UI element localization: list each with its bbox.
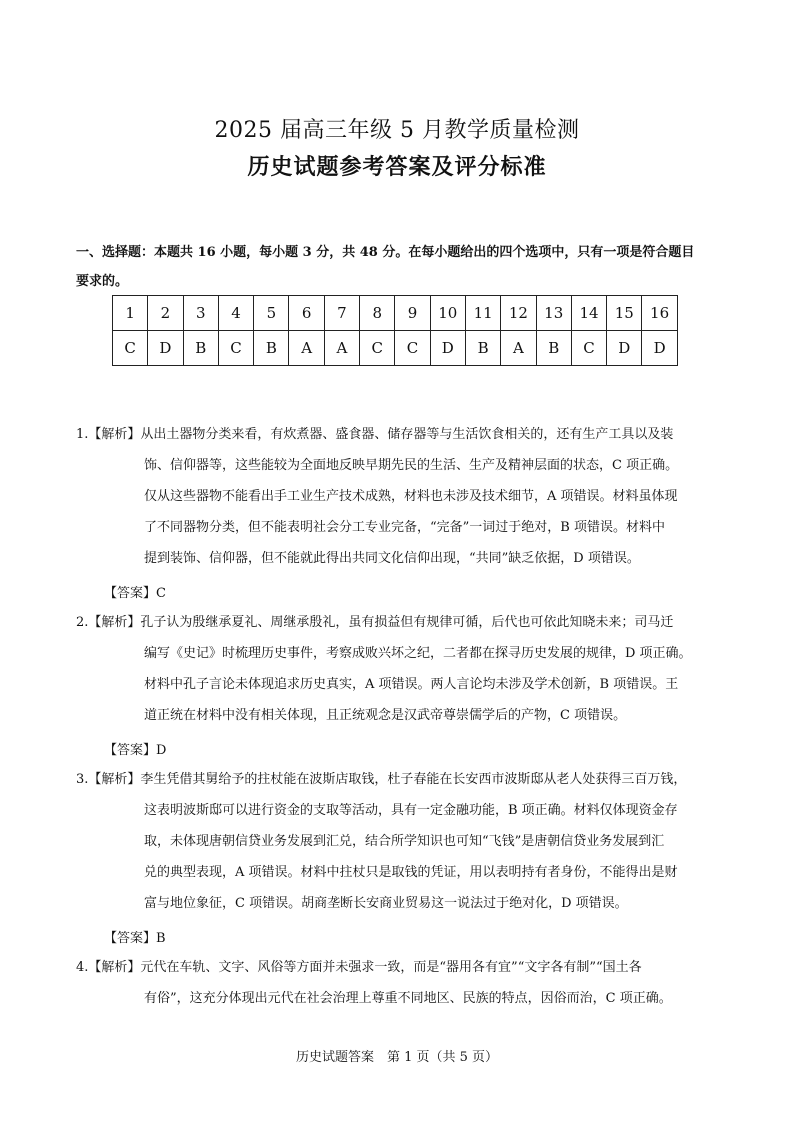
document-title: 2025 届高三年级 5 月教学质量检测 [214, 118, 580, 143]
explanation-line: 饰、信仰器等，这些能较为全面地反映早期先民的生活、生产及精神层面的状态，C 项正确。 [144, 458, 679, 473]
question-number: 15 [607, 296, 642, 331]
explanation-1 [76, 419, 726, 574]
question-number: 1 [113, 296, 148, 331]
explanation-line: 这表明波斯邸可以进行资金的支取等活动，具有一定金融功能，B 项正确。材料仅体现资金存 [144, 803, 678, 818]
page-footer: 历史试题答案 第 1 页（共 5 页） [295, 1050, 499, 1065]
question-number: 7 [324, 296, 359, 331]
answer-label-2: 【答案】D [104, 743, 167, 758]
answer-letter: A [501, 331, 536, 366]
explanation-lead-line: 4.【解析】元代在车轨、文字、风俗等方面并未强求一致，而是“器用各有宜”“文字各有制”“国土各 [76, 960, 642, 975]
answer-letter: C [218, 331, 253, 366]
question-number: 11 [465, 296, 500, 331]
answer-letter: B [254, 331, 289, 366]
explanation-line: 仅从这些器物不能看出手工业生产技术成熟，材料也未涉及技术细节，A 项错误。材料虽体现 [144, 489, 678, 504]
answer-letter: C [571, 331, 606, 366]
answer-letter: D [148, 331, 183, 366]
explanation-lead-line: 1.【解析】从出土器物分类来看，有炊煮器、盛食器、储存器等与生活饮食相关的，还有生产工具以及装 [76, 427, 674, 442]
explanation-line: 编写《史记》时梳理历史事件，考察成败兴坏之纪，二者都在探寻历史发展的规律，D 项正确。 [144, 646, 692, 661]
answer-letter: C [113, 331, 148, 366]
answer-letter: B [465, 331, 500, 366]
explanation-4 [76, 952, 726, 1014]
answer-letter: C [395, 331, 430, 366]
explanation-2 [76, 607, 726, 731]
question-number: 13 [536, 296, 571, 331]
answer-label-1: 【答案】C [104, 586, 166, 601]
question-number: 4 [218, 296, 253, 331]
question-number-row [113, 296, 678, 331]
explanation-line: 了不同器物分类，但不能表明社会分工专业完备，“完备”一词过于绝对，B 项错误。材料中 [144, 520, 665, 535]
question-number: 6 [289, 296, 324, 331]
question-number: 14 [571, 296, 606, 331]
question-number: 12 [501, 296, 536, 331]
answer-letter-row [113, 331, 678, 366]
section-intro-line-1: 一、选择题：本题共 16 小题，每小题 3 分，共 48 分。在每小题给出的四个选项中，只有一项是符合题目 [76, 245, 695, 260]
answer-letter: D [642, 331, 677, 366]
question-number: 10 [430, 296, 465, 331]
explanation-line: 道正统在材料中没有相关体现，且正统观念是汉武帝尊崇儒学后的产物，C 项错误。 [144, 708, 627, 723]
question-number: 8 [360, 296, 395, 331]
section-intro-line-2: 要求的。 [76, 274, 129, 289]
question-number: 2 [148, 296, 183, 331]
question-number: 5 [254, 296, 289, 331]
explanation-lead-line: 2.【解析】孔子认为殷继承夏礼、周继承殷礼，虽有损益但有规律可循，后代也可依此知晓未来；司马迁 [76, 615, 674, 630]
answer-table [112, 295, 678, 366]
answer-letter: A [324, 331, 359, 366]
answer-label-3: 【答案】B [104, 931, 166, 946]
explanation-line: 提到装饰、信仰器，但不能就此得出共同文化信仰出现，“共同”缺乏依据，D 项错误。 [144, 551, 640, 566]
question-number: 3 [183, 296, 218, 331]
answer-letter: B [183, 331, 218, 366]
explanation-lead-line: 3.【解析】李生凭借其舅给予的拄杖能在波斯店取钱，杜子春能在长安西市波斯邸从老人处获得三百万钱， [76, 772, 687, 787]
answer-letter: D [607, 331, 642, 366]
explanation-line: 有俗”，这充分体现出元代在社会治理上尊重不同地区、民族的特点，因俗而治，C 项正确。 [144, 991, 672, 1006]
document-subtitle: 历史试题参考答案及评分标准 [247, 154, 547, 180]
answer-letter: D [430, 331, 465, 366]
explanation-line: 材料中孔子言论未体现追求历史真实，A 项错误。两人言论均未涉及学术创新，B 项错误。王 [144, 677, 679, 692]
question-number: 9 [395, 296, 430, 331]
answer-letter: C [360, 331, 395, 366]
explanation-line: 富与地位象征，C 项错误。胡商垄断长安商业贸易这一说法过于绝对化，D 项错误。 [144, 896, 628, 911]
explanation-line: 兑的典型表现，A 项错误。材料中拄杖只是取钱的凭证，用以表明持有者身份，不能得出是财 [144, 865, 678, 880]
explanation-3 [76, 764, 726, 919]
question-number: 16 [642, 296, 677, 331]
explanation-line: 取，未体现唐朝信贷业务发展到汇兑，结合所学知识也可知“飞钱”是唐朝信贷业务发展到汇 [144, 834, 665, 849]
section-intro [76, 238, 726, 296]
answer-letter: A [289, 331, 324, 366]
answer-letter: B [536, 331, 571, 366]
